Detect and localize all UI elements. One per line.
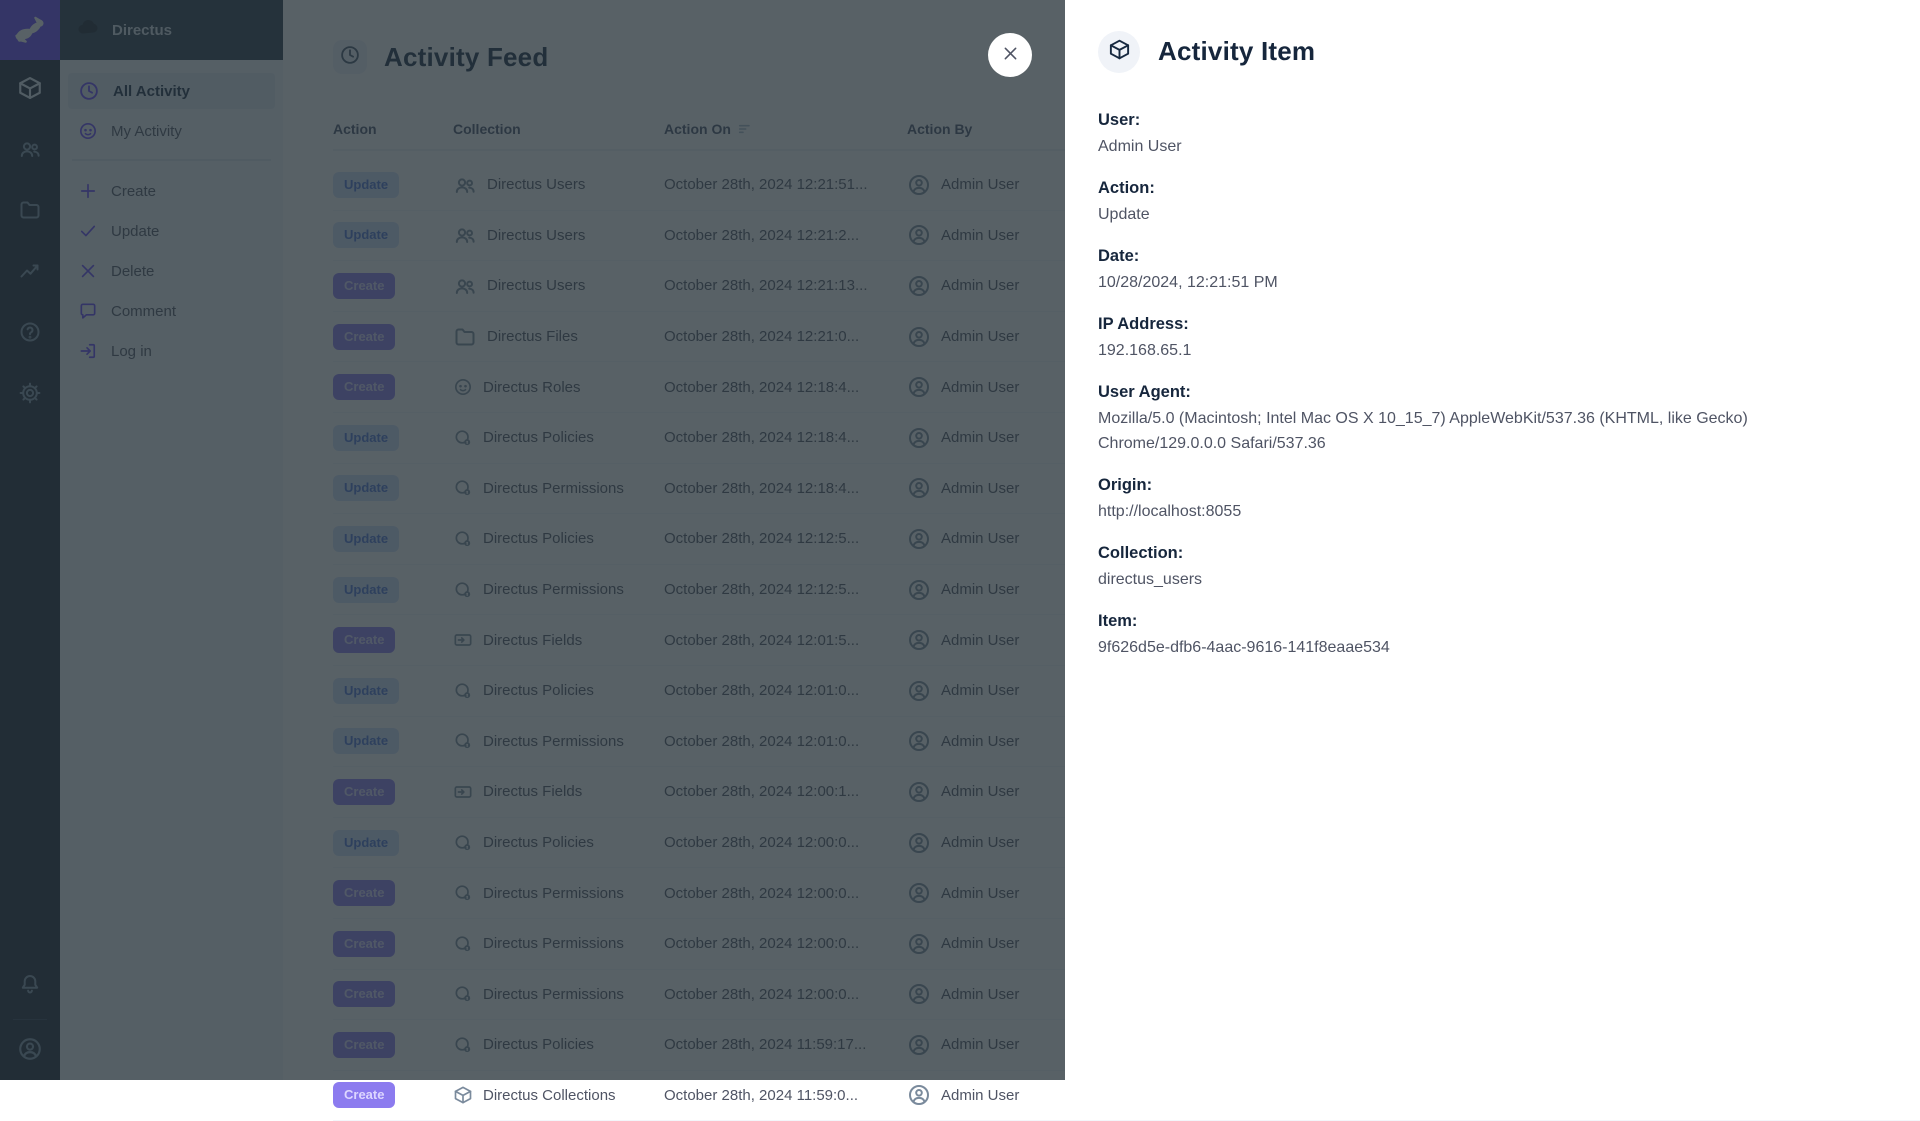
drawer-title-icon-tile [1098,31,1140,73]
drawer-field-user [1098,110,1864,159]
drawer-field-user-agent [1098,382,1864,456]
field-value: directus_users [1098,571,1203,588]
close-icon [1001,44,1020,66]
drawer-field-collection [1098,543,1864,592]
drawer-field-action [1098,178,1864,227]
field-value: Update [1098,206,1150,223]
field-value: Admin User [1098,138,1182,155]
field-value: 192.168.65.1 [1098,342,1192,359]
drawer-field-item [1098,611,1864,660]
drawer-field-ip-address [1098,314,1864,363]
field-label: User: [1098,111,1141,129]
avatar-icon [907,1083,931,1107]
close-drawer-button[interactable] [988,33,1032,77]
field-label: Item: [1098,612,1138,630]
activity-item-drawer [1065,0,1920,1080]
field-value: Mozilla/5.0 (Macintosh; Intel Mac OS X 10_15_7) AppleWebKit/537.36 (KHTML, like Gecko) Chrome/129.0.0.0 Safari/537.36 [1098,410,1748,452]
action-by-user: Admin User [941,1086,1020,1104]
field-value: http://localhost:8055 [1098,503,1242,520]
box-icon [1108,38,1131,66]
collection-name: Directus Collections [483,1086,616,1104]
drawer-field-date [1098,246,1864,295]
drawer-field-origin [1098,475,1864,524]
field-value: 10/28/2024, 12:21:51 PM [1098,274,1278,291]
field-label: Action: [1098,179,1155,197]
field-label: Origin: [1098,476,1153,494]
drawer-title: Activity Item [1158,36,1316,66]
field-label: IP Address: [1098,315,1189,333]
collection-icon [453,1085,473,1105]
action-on-timestamp: October 28th, 2024 11:59:0... [664,1086,859,1104]
action-badge: Create [333,1082,395,1108]
field-value: 9f626d5e-dfb6-4aac-9616-141f8eaae534 [1098,639,1390,656]
field-label: Date: [1098,247,1140,265]
field-label: User Agent: [1098,383,1191,401]
field-label: Collection: [1098,544,1184,562]
